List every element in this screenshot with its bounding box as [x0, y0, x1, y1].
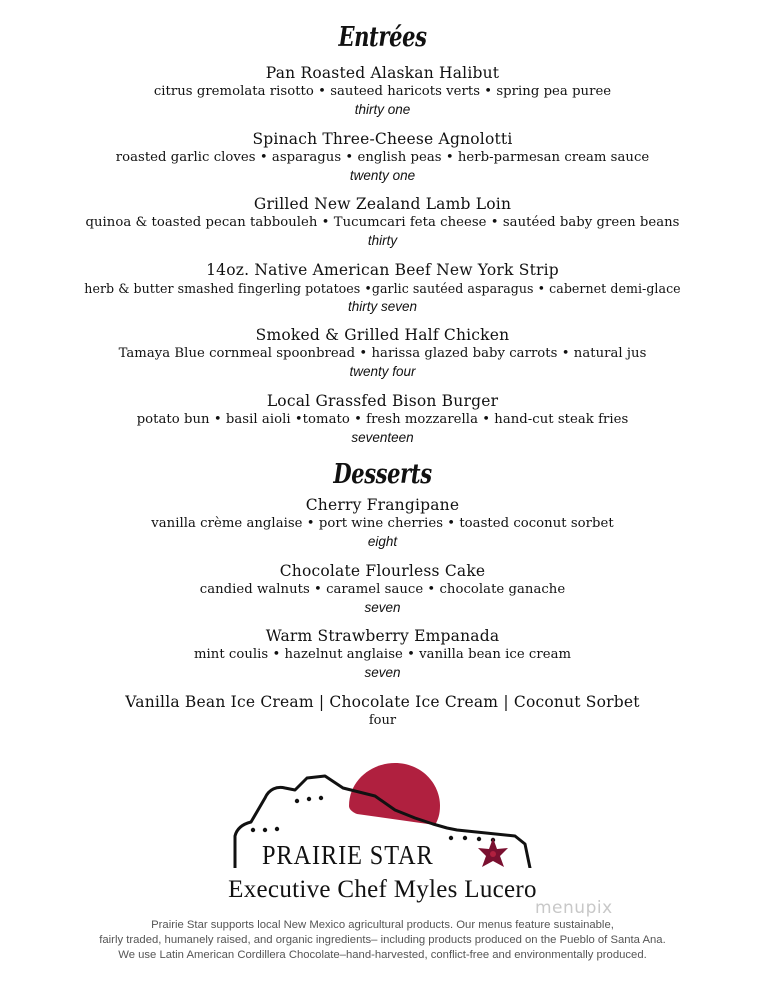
item-description: herb & butter smashed fingerling potatoes •garlic sautéed asparagus • cabernet demi-glace — [84, 281, 681, 296]
item-price: twenty four — [349, 364, 416, 379]
item-name: Cherry Frangipane — [305, 496, 460, 514]
logo-wordmark: PRAIRIE STAR — [262, 840, 434, 870]
menu-item — [0, 692, 765, 730]
footer-line: Prairie Star supports local New Mexico agricultural products. Our menus feature sustainable, — [151, 919, 614, 931]
item-name: 14oz. Native American Beef New York Strip — [206, 261, 559, 279]
item-price: seven — [364, 665, 401, 680]
menu-item — [0, 325, 765, 381]
footer-line: We use Latin American Cordillera Chocolate–hand-harvested, conflict-free and environmentally produced. — [118, 949, 647, 961]
item-name: Spinach Three-Cheese Agnolotti — [252, 130, 513, 148]
entrees-heading: Entrées — [338, 22, 427, 53]
star-flower-icon — [478, 838, 508, 867]
item-description: candied walnuts • caramel sauce • chocolate ganache — [199, 582, 566, 597]
item-name: Local Grassfed Bison Burger — [266, 392, 499, 410]
menu-item — [0, 129, 765, 185]
item-price: seven — [364, 600, 401, 615]
item-price: four — [368, 713, 397, 728]
item-description: vanilla crème anglaise • port wine cherries • toasted coconut sorbet — [151, 516, 614, 531]
item-name: Pan Roasted Alaskan Halibut — [265, 64, 500, 82]
item-price: thirty — [367, 233, 398, 248]
item-description: potato bun • basil aioli •tomato • fresh mozzarella • hand-cut steak fries — [136, 412, 629, 427]
item-description: mint coulis • hazelnut anglaise • vanilla bean ice cream — [193, 647, 572, 662]
menu-item — [0, 63, 765, 119]
item-description: quinoa & toasted pecan tabbouleh • Tucumcari feta cheese • sautéed baby green beans — [85, 215, 680, 230]
menu-item — [0, 194, 765, 250]
menu-item — [0, 260, 765, 316]
item-name: Chocolate Flourless Cake — [279, 562, 486, 580]
menu-item — [0, 495, 765, 551]
item-price: thirty seven — [347, 299, 418, 314]
item-description: citrus gremolata risotto • sauteed haricots verts • spring pea puree — [153, 84, 612, 99]
item-price: twenty one — [349, 168, 416, 183]
footer-note — [0, 918, 765, 963]
menu-item — [0, 626, 765, 682]
item-name: Grilled New Zealand Lamb Loin — [253, 195, 512, 213]
watermark: menupix — [535, 898, 613, 918]
item-name: Smoked & Grilled Half Chicken — [255, 326, 510, 344]
item-price: eight — [367, 534, 398, 549]
item-name: Vanilla Bean Ice Cream | Chocolate Ice Cream | Coconut Sorbet — [125, 693, 640, 711]
chef-credit: Executive Chef Myles Lucero — [228, 876, 537, 903]
menu-item — [0, 561, 765, 617]
desserts-heading: Desserts — [333, 459, 432, 490]
item-name: Warm Strawberry Empanada — [265, 627, 500, 645]
item-price: thirty one — [354, 102, 411, 117]
footer-line: fairly traded, humanely raised, and organic ingredients– including products produced on the Pueblo of Santa Ana. — [99, 934, 666, 946]
menu-item — [0, 391, 765, 447]
item-description: roasted garlic cloves • asparagus • english peas • herb-parmesan cream sauce — [115, 150, 650, 165]
item-description: Tamaya Blue cornmeal spoonbread • harissa glazed baby carrots • natural jus — [118, 346, 647, 361]
item-price: seventeen — [351, 430, 414, 445]
